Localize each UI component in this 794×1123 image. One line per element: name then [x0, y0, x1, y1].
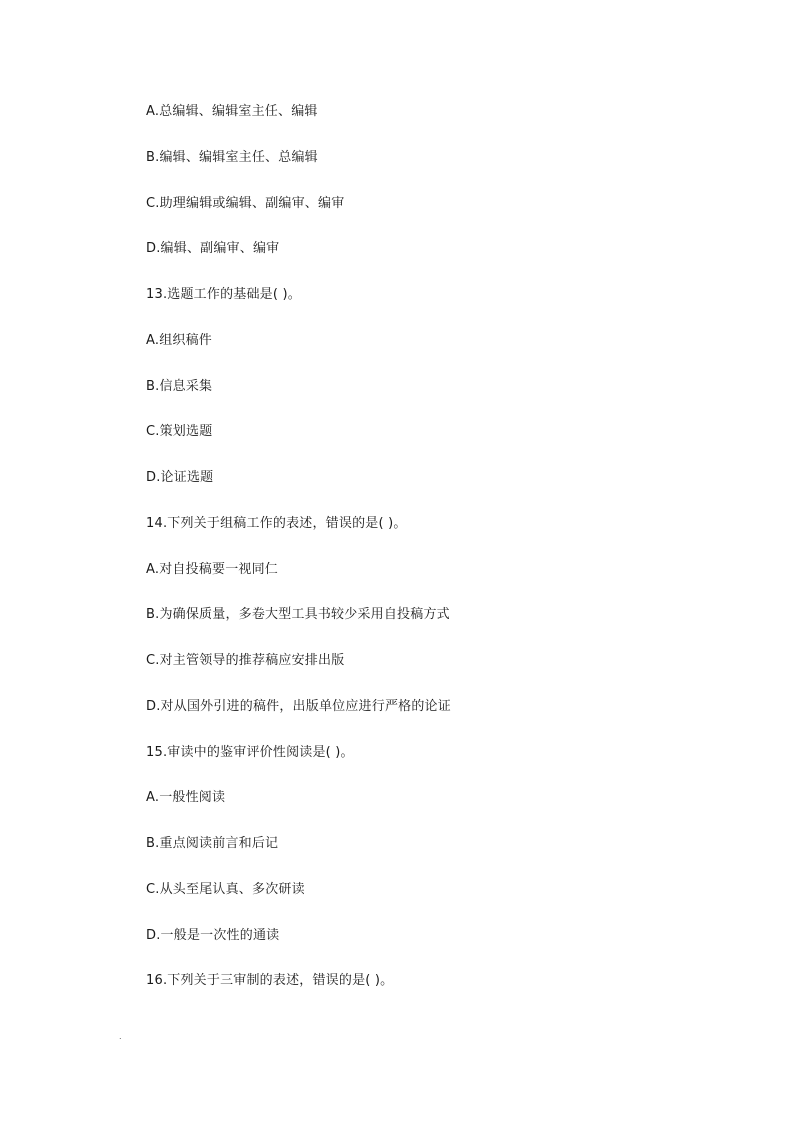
- question-14: 14.下列关于组稿工作的表述，错误的是( )。: [146, 516, 407, 531]
- question-15-option-a: A.一般性阅读: [146, 790, 226, 805]
- footer-dot: .: [119, 1032, 122, 1041]
- question-13: 13.选题工作的基础是( )。: [146, 287, 301, 302]
- option-d-line: D.编辑、副编审、编审: [146, 241, 280, 256]
- question-15-option-d: D.一般是一次性的通读: [146, 928, 280, 943]
- option-a-line: A.总编辑、编辑室主任、编辑: [146, 104, 318, 119]
- question-14-option-a: A.对自投稿要一视同仁: [146, 562, 278, 577]
- question-13-option-c: C.策划选题: [146, 424, 213, 439]
- question-14-option-b: B.为确保质量，多卷大型工具书较少采用自投稿方式: [146, 607, 450, 622]
- option-b-line: B.编辑、编辑室主任、总编辑: [146, 150, 318, 165]
- question-14-option-c: C.对主管领导的推荐稿应安排出版: [146, 653, 345, 668]
- option-c-line: C.助理编辑或编辑、副编审、编审: [146, 196, 345, 211]
- question-15: 15.审读中的鉴审评价性阅读是( )。: [146, 745, 354, 760]
- question-15-option-b: B.重点阅读前言和后记: [146, 836, 279, 851]
- question-13-option-b: B.信息采集: [146, 379, 213, 394]
- question-13-option-d: D.论证选题: [146, 470, 214, 485]
- question-14-option-d: D.对从国外引进的稿件，出版单位应进行严格的论证: [146, 699, 451, 714]
- question-13-option-a: A.组织稿件: [146, 333, 212, 348]
- question-16: 16.下列关于三审制的表述，错误的是( )。: [146, 973, 394, 988]
- question-15-option-c: C.从头至尾认真、多次研读: [146, 882, 305, 897]
